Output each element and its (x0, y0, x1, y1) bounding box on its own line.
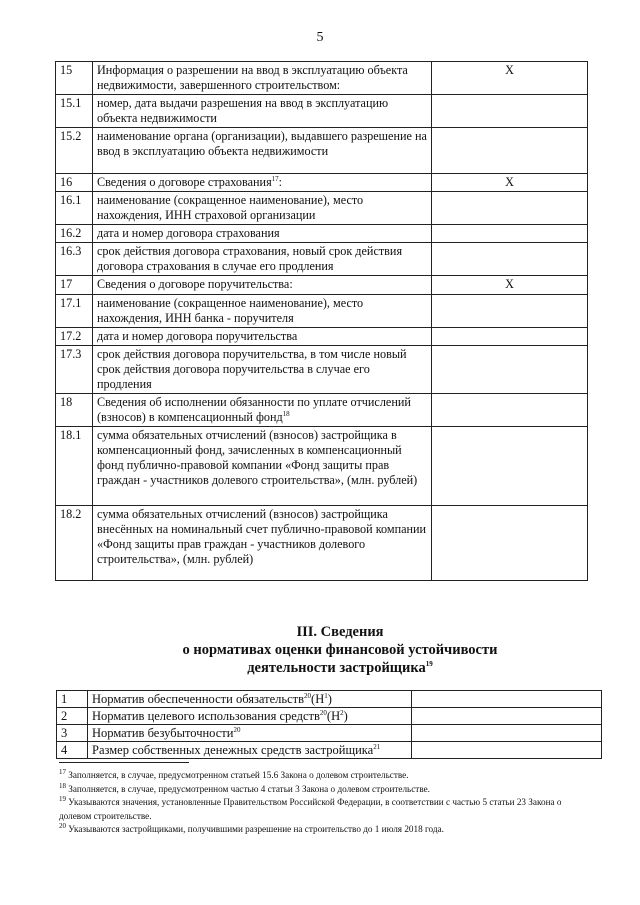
table-row (56, 394, 588, 427)
table-row (56, 427, 588, 506)
footnote-ref: 18 (282, 409, 290, 418)
row-value (412, 742, 602, 759)
row-number: 18.1 (56, 427, 93, 506)
financial-standards-table (56, 690, 602, 759)
table-row (56, 295, 588, 328)
row-description: сумма обязательных отчислений (взносов) застройщика внесённых на номинальный счет публично-правовой компании «Фонд защиты прав граждан - участников долевого строительства», (млн. рублей) (93, 506, 432, 581)
table-row (57, 708, 602, 725)
row-description: срок действия договора страхования, новый срок действия договора страхования в случае его продления (93, 243, 432, 276)
row-value (432, 346, 588, 394)
row-description: Норматив обеспеченности $обязательств^{20}(Н^1)$ (88, 691, 412, 708)
row-description: наименование (сокращенное наименование), место нахождения, ИНН страховой организации (93, 192, 432, 225)
row-value (432, 192, 588, 225)
table-row (56, 276, 588, 295)
table-row (56, 62, 588, 95)
row-description: дата и номер договора поручительства (93, 328, 432, 346)
footnote: $^{17}$ Заполняется, в случае, предусмотренном статьей 15.6 Закона о долевом строительстве. (59, 767, 409, 780)
row-value (412, 725, 602, 742)
table-row (56, 243, 588, 276)
row-description: Сведения о договоре поручительства: (93, 276, 432, 295)
row-value (412, 691, 602, 708)
row-value (432, 394, 588, 427)
row-number: 15 (56, 62, 93, 95)
row-number: 15.1 (56, 95, 93, 128)
footnote-ref: 21 (373, 742, 381, 751)
row-description: Размер собственных денежных средств застройщика$^{21}$ (88, 742, 412, 759)
footnote-ref: 17 (271, 174, 279, 183)
row-value (412, 708, 602, 725)
row-description: Норматив целевого использования $средств^{20}(Н^2)$ (88, 708, 412, 725)
row-description: Сведения о договоре страхования$^{17}$: (93, 174, 432, 192)
section-title (140, 623, 540, 677)
row-value (432, 243, 588, 276)
row-value (432, 427, 588, 506)
row-number: 2 (57, 708, 88, 725)
row-number: 1 (57, 691, 88, 708)
row-number: 17.2 (56, 328, 93, 346)
footnotes (59, 769, 589, 837)
section-title-line-1: III. Сведения (296, 624, 384, 640)
row-number: 3 (57, 725, 88, 742)
row-description: Информация о разрешении на ввод в эксплуатацию объекта недвижимости, завершенного строительством: (93, 62, 432, 95)
developer-info-table (55, 61, 588, 581)
row-description: сумма обязательных отчислений (взносов) застройщика в компенсационный фонд, зачисленных в компенсационный фонд публично-правовой компании «Фонд защиты прав граждан - участников долевого строительства», (млн. рублей) (93, 427, 432, 506)
row-number: 17.3 (56, 346, 93, 394)
row-description: наименование (сокращенное наименование), место нахождения, ИНН банка - поручителя (93, 295, 432, 328)
row-value: X (432, 276, 588, 295)
row-number: 15.2 (56, 128, 93, 174)
table-row (56, 174, 588, 192)
row-value: X (432, 62, 588, 95)
row-value (432, 295, 588, 328)
table-row (56, 346, 588, 394)
row-number: 17.1 (56, 295, 93, 328)
footnote-ref: 20 (304, 691, 312, 700)
table-row (56, 328, 588, 346)
table-row (57, 742, 602, 759)
footnote-ref: 20 (319, 708, 327, 717)
row-number: 4 (57, 742, 88, 759)
section-title-line-2: о нормативах оценки финансовой устойчивости (182, 642, 498, 658)
row-description: наименование органа (организации), выдавшего разрешение на ввод в эксплуатацию объекта недвижимости (93, 128, 432, 174)
row-number: 16.1 (56, 192, 93, 225)
row-number: 16 (56, 174, 93, 192)
row-number: 16.2 (56, 225, 93, 243)
row-description: дата и номер договора страхования (93, 225, 432, 243)
section-title-line-3: деятельности застройщика$^{19}$ (247, 660, 433, 676)
table-row (56, 506, 588, 581)
row-description: Норматив безубыточности$^{20}$ (88, 725, 412, 742)
footnote: $^{19}$ Указываются значения, установленные Правительством Российской Федерации, в соответствии с частью 5 статьи 23 Закона о долевом строительстве. (59, 795, 562, 821)
row-description: номер, дата выдачи разрешения на ввод в эксплуатацию объекта недвижимости (93, 95, 432, 128)
table-row (56, 192, 588, 225)
footnote: $^{20}$ Указываются застройщиками, получившими разрешение на строительство до 1 июля 2018 года. (59, 822, 444, 835)
row-number: 17 (56, 276, 93, 295)
row-number: 18 (56, 394, 93, 427)
table-row (57, 691, 602, 708)
footnote-separator (59, 762, 189, 763)
table-row (57, 725, 602, 742)
row-number: 16.3 (56, 243, 93, 276)
table-row (56, 95, 588, 128)
row-value (432, 95, 588, 128)
footnote-ref: 20 (233, 725, 241, 734)
row-value: X (432, 174, 588, 192)
row-description: срок действия договора поручительства, в том числе новый срок действия договора поручительства в случае его продления (93, 346, 432, 394)
table-row (56, 128, 588, 174)
table-row (56, 225, 588, 243)
row-value (432, 128, 588, 174)
row-number: 18.2 (56, 506, 93, 581)
row-description: Сведения об исполнении обязанности по уплате отчислений (взносов) в компенсационный фонд$^{18}$ (93, 394, 432, 427)
footnote: $^{18}$ Заполняется, в случае, предусмотренном частью 4 статьи 3 Закона о долевом строительстве. (59, 781, 430, 794)
row-value (432, 328, 588, 346)
row-value (432, 225, 588, 243)
footnote-ref: 19 (425, 660, 433, 669)
row-value (432, 506, 588, 581)
page-number: 5 (316, 30, 324, 45)
